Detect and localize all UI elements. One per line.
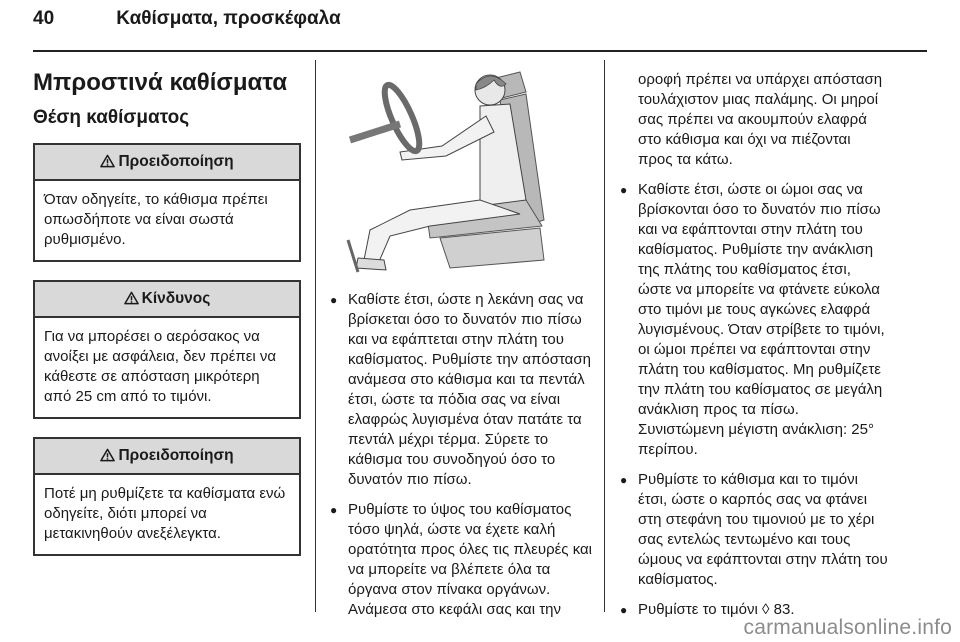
warning-box	[33, 143, 301, 262]
warning-box-text: Όταν οδηγείτε, το κάθισμα πρέπει οπωσδήποτε να είναι σωστά ρυθμισμένο.	[44, 191, 268, 248]
page-reference-icon: ◊	[762, 601, 770, 618]
warning-box-text: Ποτέ μη ρυθμίζετε τα καθίσματα ενώ οδηγείτε, διότι μπορεί να μετακινηθούν ανεξέλεγκτα.	[44, 485, 286, 542]
list-item: ● Ρυθμίστε το ύψος του καθίσματος τόσο ψηλά, ώστε να έχετε καλή ορατότητα προς όλες τις πλευρές και να μπορείτε να βλέπετε όλα τα όργανα στον πίνακα οργάνων. Ανάμεσα στο κεφάλι σας και την	[330, 500, 592, 620]
adjustment-list	[330, 290, 592, 620]
danger-box-title: Κίνδυνος	[141, 290, 211, 307]
column-3	[620, 70, 888, 630]
subsection-title: Θέση καθίσματος	[33, 107, 190, 128]
adjustment-list	[620, 180, 888, 620]
warning-box-heading	[35, 439, 299, 475]
column-divider	[604, 60, 605, 612]
warning-box-title: Προειδοποίηση	[118, 447, 234, 464]
section-title: Μπροστινά καθίσματα	[33, 69, 288, 96]
warning-box-title: Προειδοποίηση	[118, 153, 234, 170]
list-item-text: Ρυθμίστε το τιμόνι	[638, 601, 758, 618]
page-number: 40	[33, 8, 55, 29]
warning-triangle-icon	[100, 448, 115, 462]
column-divider	[315, 60, 316, 612]
list-item-continuation: οροφή πρέπει να υπάρχει απόσταση τουλάχιστον μιας παλάμης. Οι μηροί σας πρέπει να ακουμπούν ελαφρά στο κάθισμα και όχι να πιέζονται προς τα κάτω.	[638, 71, 883, 168]
header-rule	[33, 50, 927, 52]
warning-box	[33, 437, 301, 556]
danger-box-text: Για να μπορέσει ο αερόσακος να ανοίξει με ασφάλεια, δεν πρέπει να κάθεστε σε απόσταση μικρότερη από 25 cm από το τιμόνι.	[44, 328, 277, 405]
page-header	[33, 8, 341, 30]
driver-seating-illustration	[330, 60, 592, 278]
page-reference-number: 83.	[773, 601, 795, 618]
chapter-title: Καθίσματα, προσκέφαλα	[116, 8, 341, 29]
danger-box-heading	[35, 282, 299, 318]
list-item: ● Ρυθμίστε το κάθισμα και το τιμόνι έτσι, ώστε ο καρπός σας να φτάνει στη στεφάνη του τιμονιού με το χέρι σας εντελώς τεντωμένο και τους ώμους να εφάπτονται στην πλάτη του καθίσματος.	[620, 470, 888, 590]
column-1	[33, 68, 301, 574]
list-item: ● Καθίστε έτσι, ώστε οι ώμοι σας να βρίσκονται όσο το δυνατόν πιο πίσω και να εφάπτονται στην πλάτη του καθίσματος. Ρυθμίστε την ανάκλιση της πλάτης του καθίσματος έτσι, ώστε να μπορείτε να φτάνετε εύκολα στο τιμόνι με τους αγκώνες ελαφρά λυγισμένους. Όταν στρίβετε το τιμόνι, οι ώμοι πρέπει να εφάπτονται στην πλάτη του καθίσματος. Μη ρυθμίζετε την πλάτη του καθίσματος σε μεγάλη ανάκλιση προς τα πίσω. Συνιστώμενη μέγιστη ανάκλιση: 25° περίπου.	[620, 180, 888, 460]
column-2	[330, 290, 592, 630]
warning-box-heading	[35, 145, 299, 181]
driver-shoe	[356, 258, 386, 270]
list-item: ● Καθίστε έτσι, ώστε η λεκάνη σας να βρίσκεται όσο το δυνατόν πιο πίσω και να εφάπτεται στην πλάτη του καθίσματος. Ρυθμίστε την απόσταση ανάμεσα στο κάθισμα και τα πεντάλ έτσι, ώστε τα πόδια σας να είναι ελαφρώς λυγισμένα όταν πατάτε τα πεντάλ μέχρι τέρμα. Σύρετε το κάθισμα του συνοδηγού όσο το δυνατόν πιο πίσω.	[330, 290, 592, 490]
warning-triangle-icon	[100, 154, 115, 168]
watermark: carmanualsonline.info	[743, 616, 952, 639]
danger-box	[33, 280, 301, 419]
warning-triangle-icon	[124, 291, 139, 305]
